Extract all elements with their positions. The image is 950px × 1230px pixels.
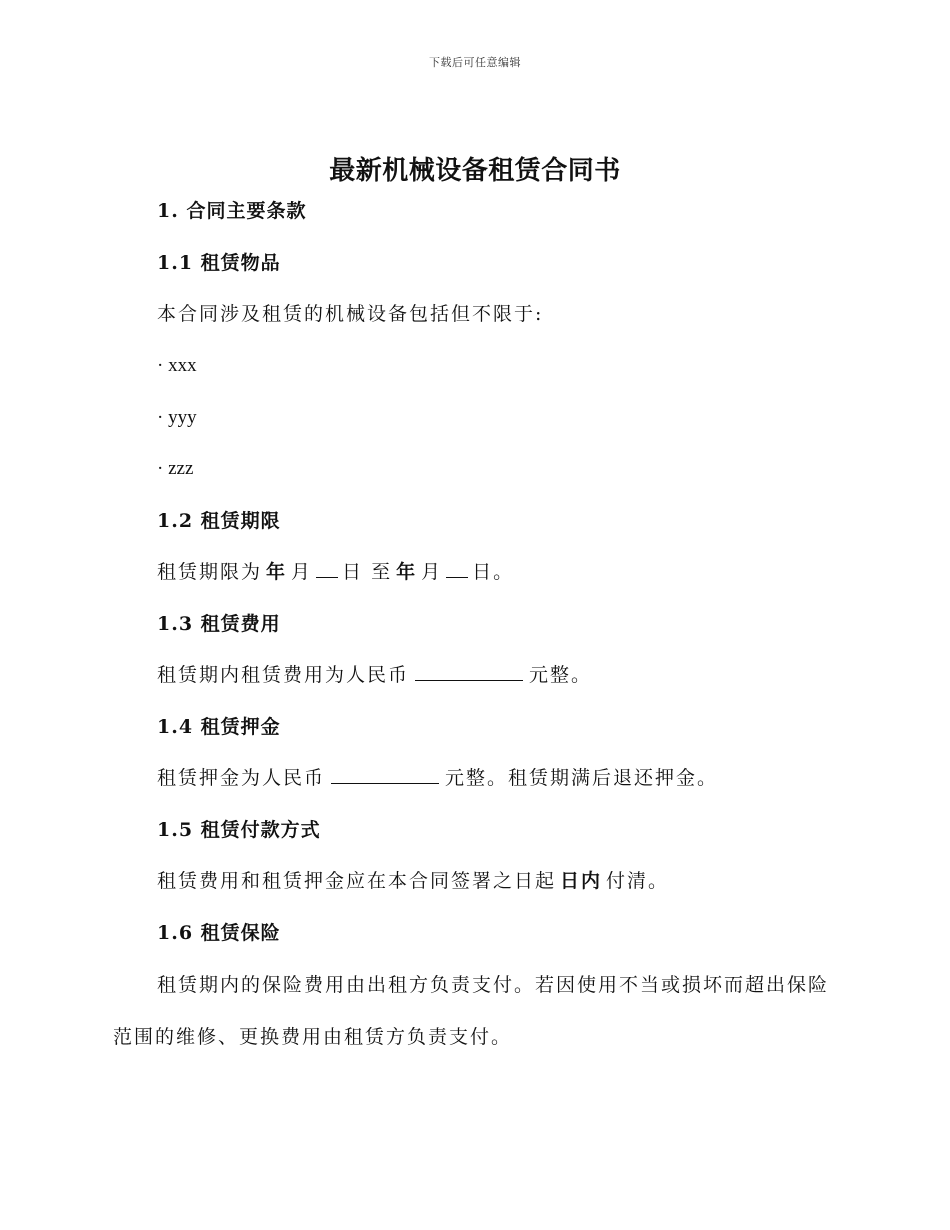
start-year-label: 年	[266, 561, 288, 583]
payment-text: 租赁费用和租赁押金应在本合同签署之日起	[157, 870, 557, 892]
list-item: · yyy	[157, 407, 197, 428]
lease-term-text: 租赁期限为	[157, 561, 263, 583]
payment-days-label: 日内	[560, 870, 603, 892]
section-1-4-body	[157, 765, 718, 791]
deposit-unit-text: 元整。租赁期满后退还押金。	[445, 767, 719, 789]
end-day-blank	[446, 559, 468, 578]
deposit-text: 租赁押金为人民币	[157, 767, 326, 789]
deposit-amount-blank	[331, 765, 439, 784]
list-item: · zzz	[157, 458, 194, 479]
fee-text: 租赁期内租赁费用为人民币	[157, 664, 410, 686]
document-title: 最新机械设备租赁合同书	[329, 156, 621, 186]
to-label: 至	[371, 561, 393, 583]
fee-unit-text: 元整。	[529, 664, 593, 686]
section-1-3-heading: 1.3 租赁费用	[157, 613, 281, 635]
fee-amount-blank	[415, 662, 523, 681]
section-1-1-intro: 本合同涉及租赁的机械设备包括但不限于:	[157, 303, 544, 325]
section-1-3-body	[157, 662, 592, 688]
start-day-label: 日	[342, 561, 364, 583]
section-1-5-heading: 1.5 租赁付款方式	[157, 819, 321, 841]
payment-end-text: 付清。	[606, 870, 670, 892]
end-year-label: 年	[396, 561, 418, 583]
end-month-label: 月	[421, 561, 443, 583]
end-day-label: 日。	[472, 561, 515, 583]
section-1-4-heading: 1.4 租赁押金	[157, 716, 281, 738]
start-day-blank	[316, 559, 338, 578]
section-1-2-heading: 1.2 租赁期限	[157, 510, 281, 532]
page-header: 下载后可任意编辑	[429, 56, 521, 69]
section-1-5-body	[157, 868, 669, 894]
start-month-label: 月	[291, 561, 313, 583]
section-1-2-body	[157, 559, 514, 585]
list-item: · xxx	[157, 355, 197, 376]
section-1-1-heading: 1.1 租赁物品	[157, 252, 281, 274]
section-1-6-heading: 1.6 租赁保险	[157, 922, 281, 944]
section-1-heading: 1. 合同主要条款	[157, 200, 307, 222]
section-1-6-body: 租赁期内的保险费用由出租方负责支付。若因使用不当或损坏而超出保险范围的维修、更换费用由租赁方负责支付。	[113, 974, 830, 1048]
